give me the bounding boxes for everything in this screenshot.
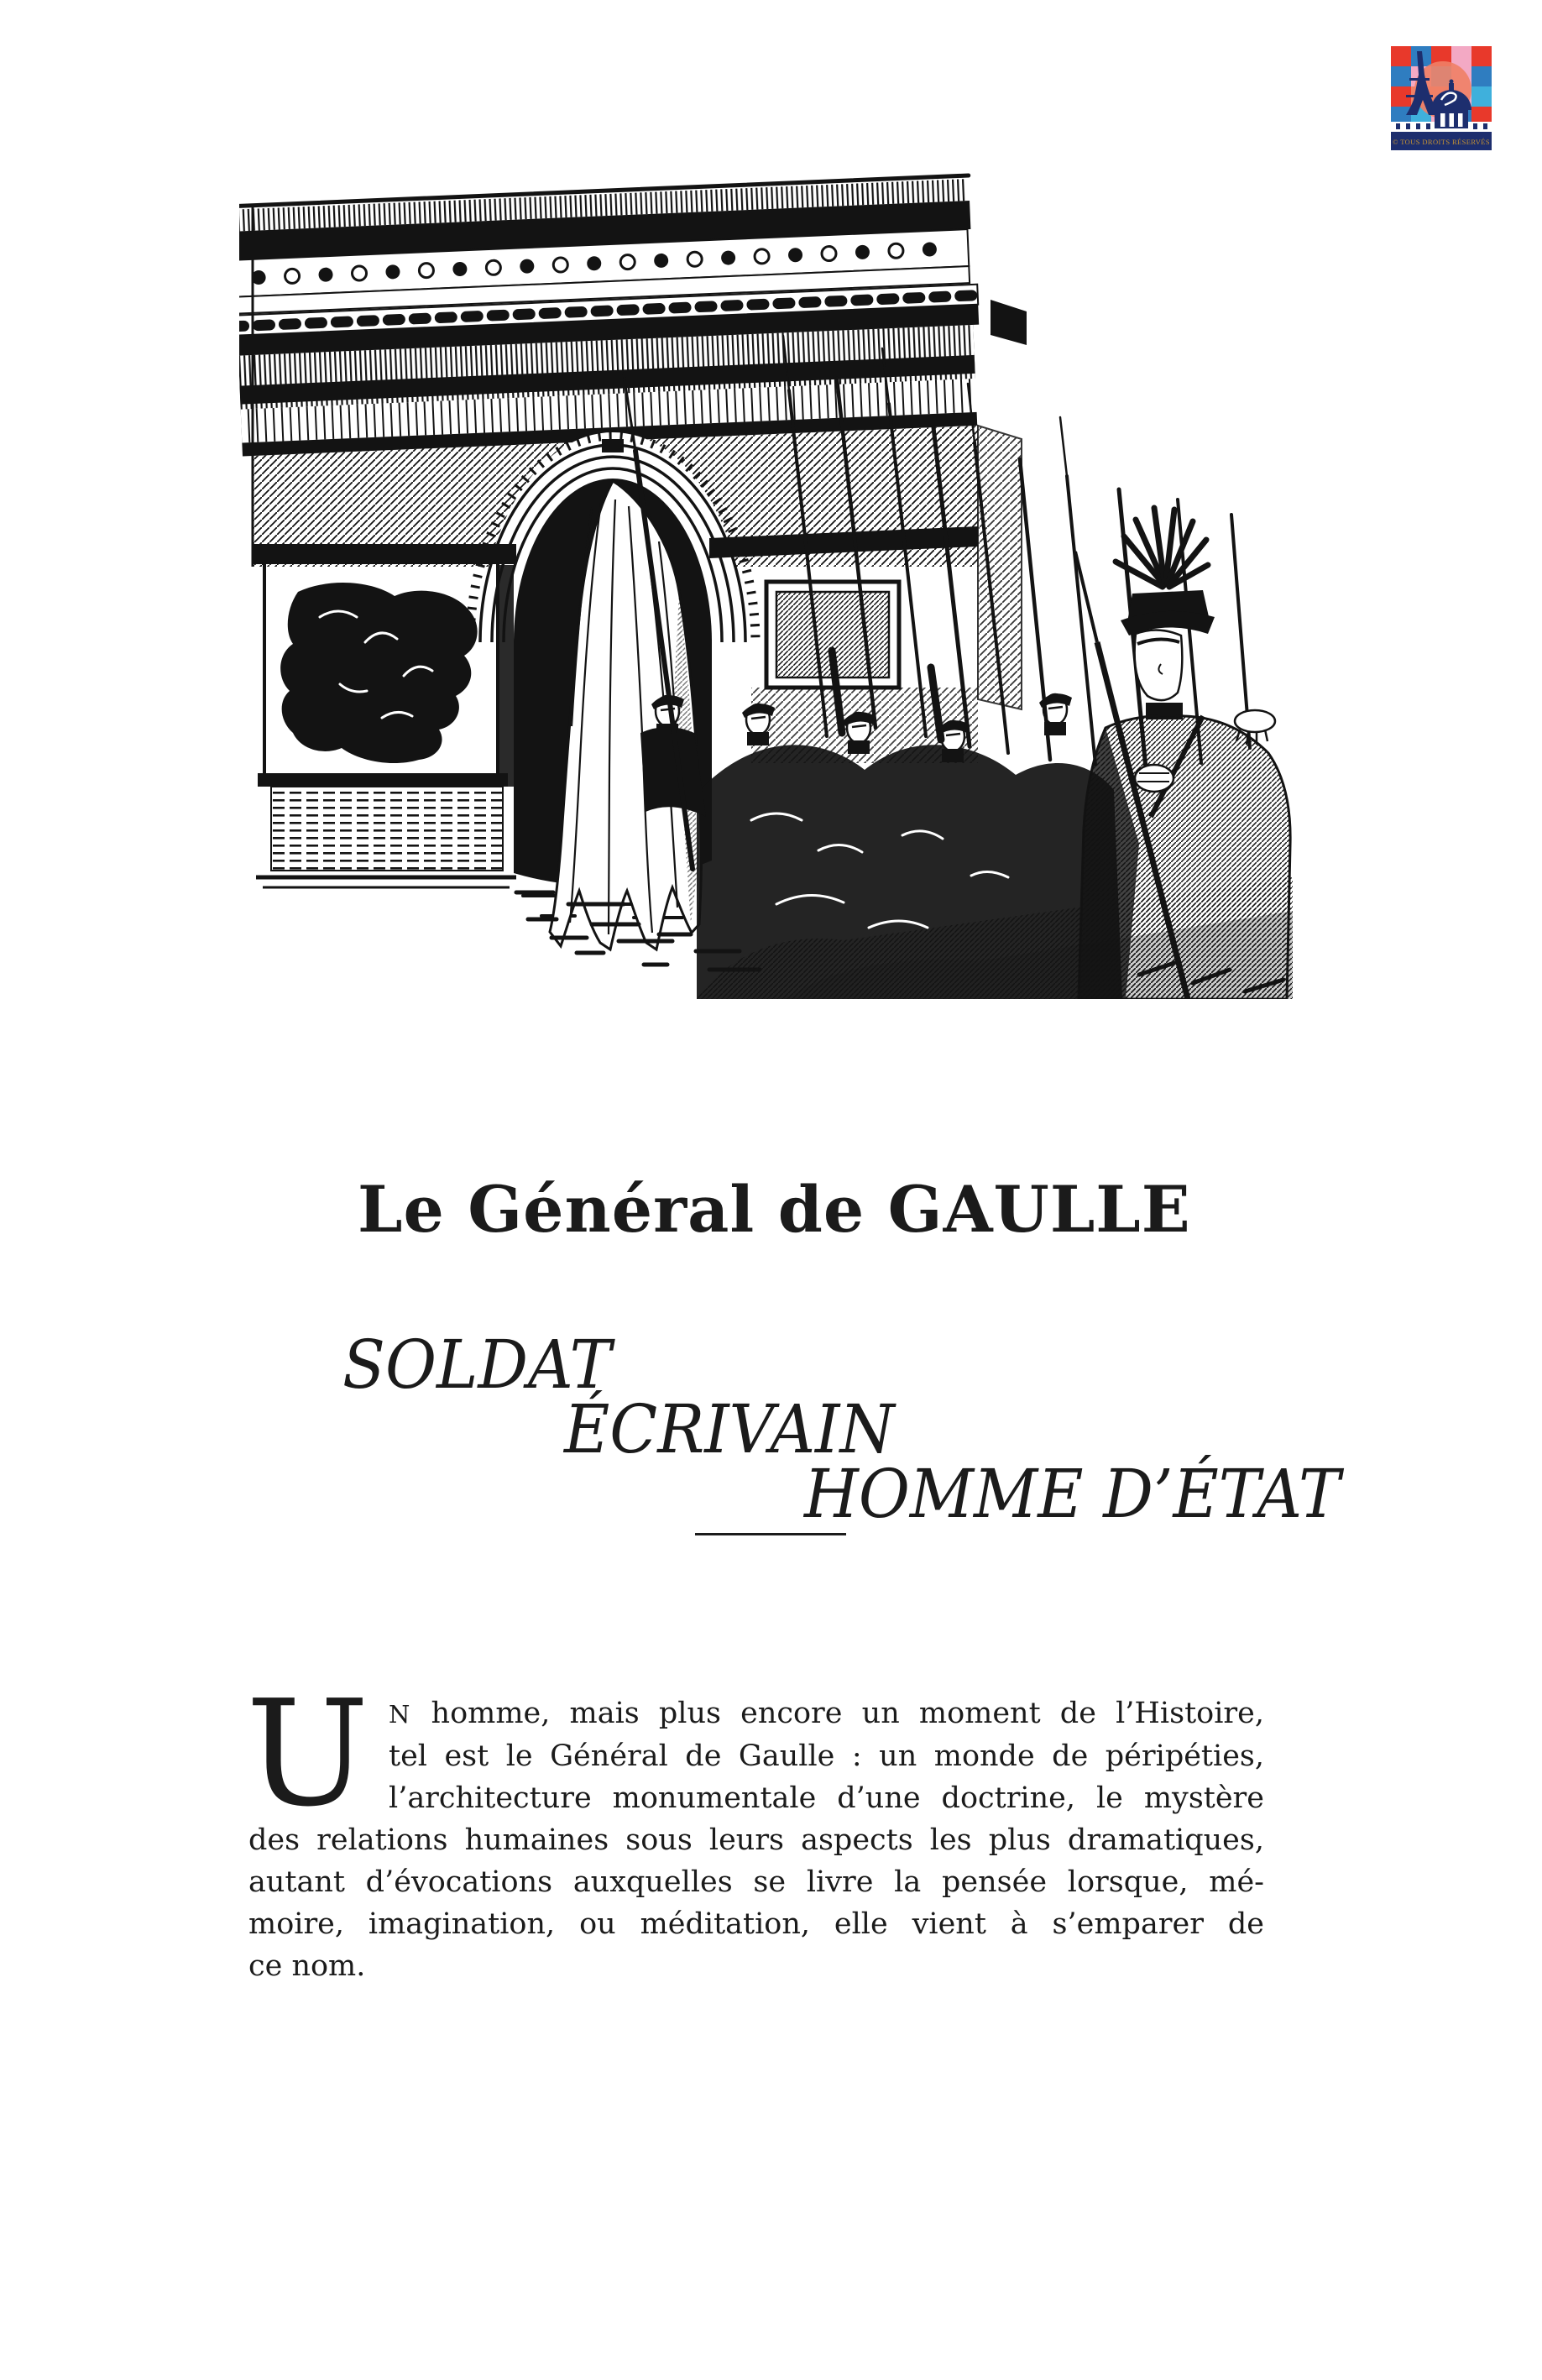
subtitle-soldat: SOLDAT [342,1326,612,1404]
paragraph-line: ce nom. [248,1949,366,1983]
paragraph-line: l’architecture monumentale d’une doctrine, le mystère [389,1781,1264,1815]
keystone [602,439,624,452]
lead-small-cap: N [389,1700,412,1729]
plume [1116,508,1208,587]
arc-illustration-graphic [239,172,1293,999]
page-title: Le Général de GAULLE [358,1172,1191,1247]
paragraph-line: tel est le Général de Gaulle : un monde de péripéties, [389,1739,1264,1773]
side-cornice [991,300,1027,345]
plumed-soldier [1075,508,1290,999]
publisher-emblem-graphic [1391,46,1492,150]
subtitle-homme-detat: HOMME D’ÉTAT [804,1455,1341,1533]
drop-cap: U [246,1669,369,1839]
paragraph-line: N homme, mais plus encore un moment de l’Histoire, [389,1697,1264,1730]
left-relief-sculpture [264,562,514,787]
section-divider [695,1533,846,1535]
paragraph-line: des relations humaines sous leurs aspects les plus dramatiques, [248,1823,1264,1857]
subtitle-ecrivain: ÉCRIVAIN [564,1390,895,1468]
hand [1135,765,1173,792]
publisher-emblem [1391,46,1492,150]
paragraph-line: moire, imagination, ou méditation, elle vient à s’emparer de [248,1907,1264,1941]
epaulette [1235,710,1275,732]
logo-caption: © TOUS DROITS RÉSERVÉS [1392,138,1491,146]
left-pier-base [271,787,503,871]
arc-entablature [239,175,983,457]
body-paragraph [248,1692,1264,1987]
soldiers-mass [697,745,1122,999]
arc-illustration [239,172,1293,999]
paragraph-line: autant d’évocations auxquelles se livre la pensée lorsque, mé- [248,1865,1264,1899]
